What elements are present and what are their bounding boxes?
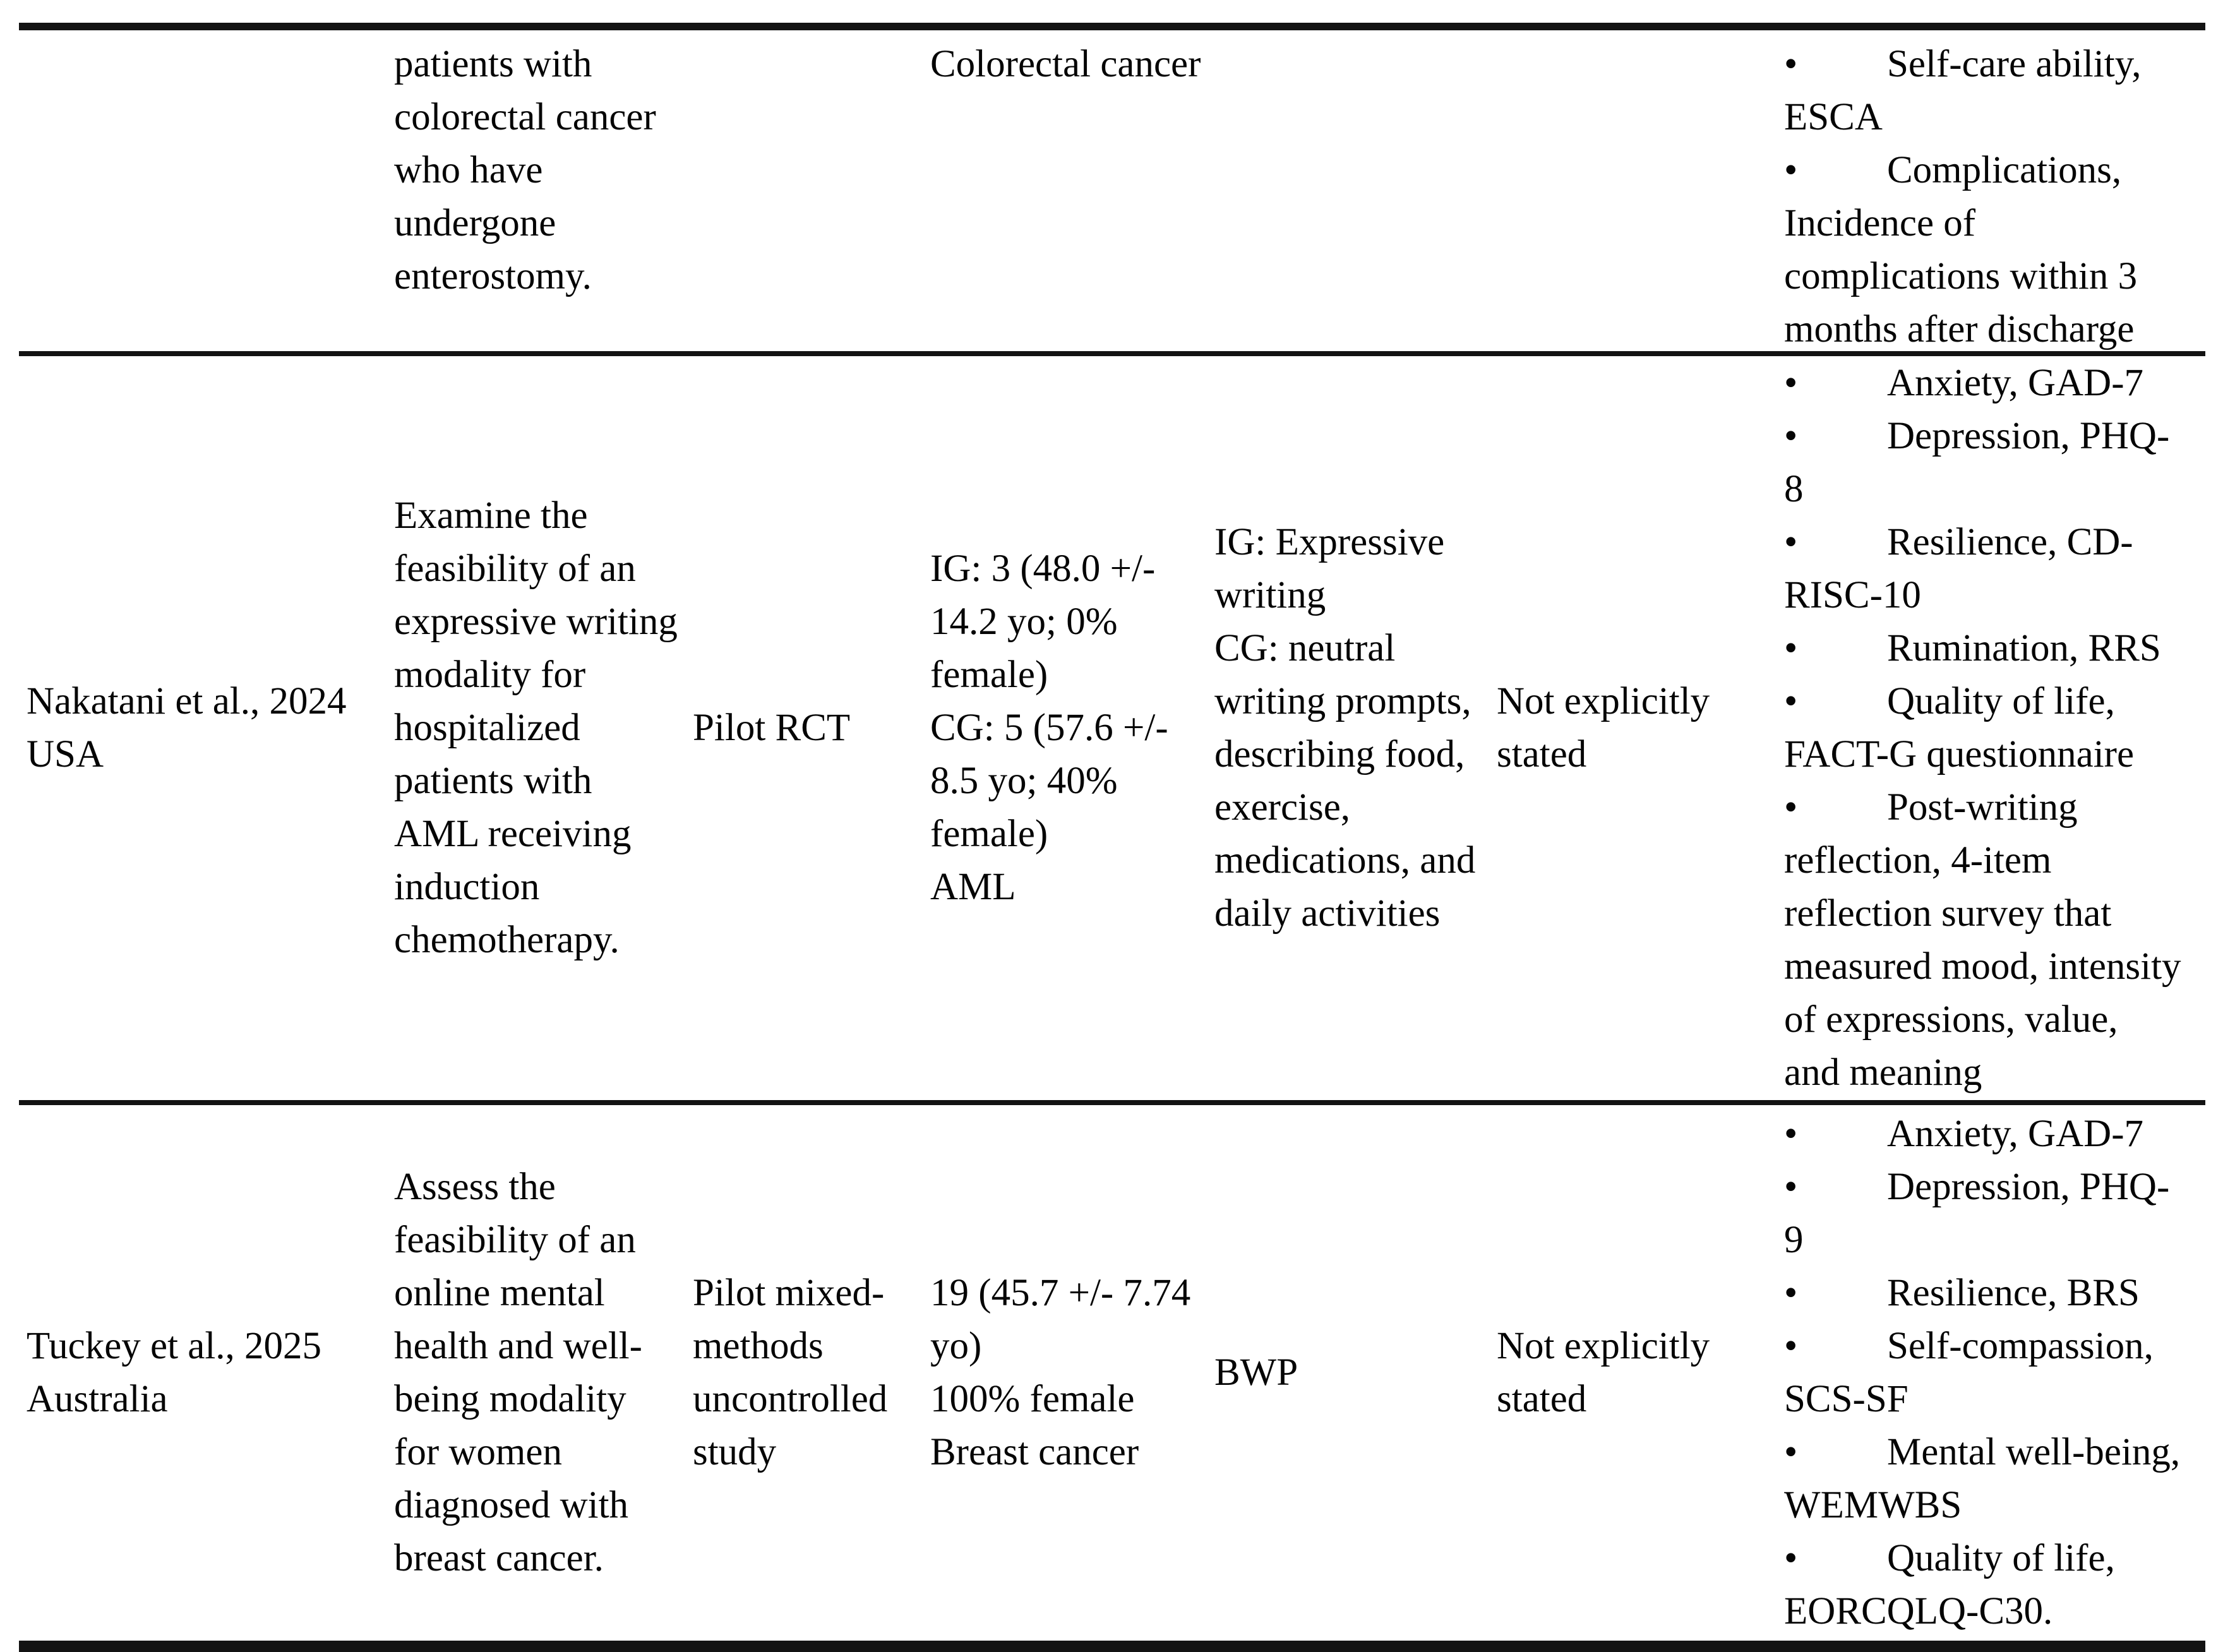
study-country: Australia (27, 1378, 168, 1420)
bullet-icon (1784, 357, 1887, 410)
outcome-item (1784, 675, 2202, 781)
cell-outcomes (1778, 30, 2205, 356)
cell-study (19, 675, 385, 781)
bullet-icon (1784, 1320, 1887, 1373)
bullet-icon (1784, 781, 1887, 834)
study-author: Nakatani et al., 2024 (27, 680, 347, 722)
intervention-cg: CG: neutral writing prompts, describing food, exercise, medications, and daily activities (1214, 627, 1476, 935)
cell-study (19, 1320, 385, 1426)
bullet-icon (1784, 622, 1887, 675)
cell-comparator (1490, 675, 1778, 781)
outcome-item (1784, 1426, 2202, 1532)
cell-participants (925, 1267, 1209, 1479)
outcome-item (1784, 1161, 2202, 1267)
outcome-item (1784, 1108, 2202, 1161)
cell-outcomes (1778, 1108, 2205, 1638)
table-row (19, 1100, 2205, 1641)
aim-text: patients with colorectal cancer who have undergone enterostomy. (394, 43, 656, 297)
cell-design (685, 30, 925, 38)
table-row (19, 30, 2205, 351)
bullet-icon (1784, 675, 1887, 728)
cell-design (685, 1267, 925, 1479)
comparator-text: Not explicitly stated (1497, 680, 1710, 775)
bullet-icon (1784, 1267, 1887, 1320)
bullet-icon (1784, 1426, 1887, 1479)
cell-intervention (1209, 516, 1490, 940)
cell-comparator (1490, 1320, 1778, 1426)
cell-aim (385, 30, 685, 303)
participants-sex: 100% female (930, 1378, 1135, 1420)
design-text: Pilot RCT (693, 707, 851, 749)
outcome-text: Depression, PHQ-8 (1784, 415, 2170, 510)
cell-participants (925, 542, 1209, 914)
cell-study (19, 30, 385, 38)
outcome-item (1784, 1267, 2202, 1320)
bullet-icon (1784, 144, 1887, 197)
participants-text: Colorectal cancer (930, 43, 1201, 85)
outcome-text: Self-compassion, SCS-SF (1784, 1325, 2154, 1420)
bullet-icon (1784, 1161, 1887, 1214)
aim-text: Examine the feasibility of an expressive writing modality for hospitalized patients with AML receiving induction chemotherapy. (394, 494, 678, 961)
outcome-item (1784, 622, 2202, 675)
outcome-item (1784, 1532, 2202, 1638)
cell-intervention (1209, 1346, 1490, 1399)
outcome-item (1784, 516, 2202, 622)
outcome-item (1784, 781, 2202, 1099)
bullet-icon (1784, 410, 1887, 463)
outcome-item (1784, 1320, 2202, 1426)
outcome-item (1784, 357, 2202, 410)
aim-text: Assess the feasibility of an online mental health and well-being modality for women diagnosed with breast cancer. (394, 1166, 642, 1579)
bullet-icon (1784, 38, 1887, 91)
outcome-text: Quality of life, FACT-G questionnaire (1784, 680, 2135, 775)
cell-design (685, 702, 925, 755)
design-text: Pilot mixed-methods uncontrolled study (693, 1272, 888, 1473)
participants-cg: CG: 5 (57.6 +/- 8.5 yo; 40% female) (930, 707, 1168, 855)
participants-size: 19 (45.7 +/- 7.74 yo) (930, 1272, 1191, 1367)
cell-outcomes (1778, 357, 2205, 1099)
studies-table (19, 23, 2205, 1652)
outcome-text: Self-care ability, ESCA (1784, 43, 2142, 138)
outcome-text: Anxiety, GAD-7 (1887, 362, 2144, 404)
outcome-text: Anxiety, GAD-7 (1887, 1113, 2144, 1155)
study-author: Tuckey et al., 2025 (27, 1325, 322, 1367)
cell-intervention (1209, 30, 1490, 38)
outcome-text: Depression, PHQ-9 (1784, 1166, 2170, 1261)
outcome-text: Post-writing reflection, 4-item reflection survey that measured mood, intensity of expressions, value, and meaning (1784, 786, 2181, 1094)
study-country: USA (27, 733, 104, 775)
bullet-icon (1784, 516, 1887, 569)
participants-diagnosis: Breast cancer (930, 1431, 1139, 1473)
bullet-icon (1784, 1532, 1887, 1585)
bullet-icon (1784, 1108, 1887, 1161)
outcome-item (1784, 38, 2202, 144)
cell-comparator (1490, 30, 1778, 38)
outcome-text: Resilience, CD-RISC-10 (1784, 521, 2133, 616)
participants-ig: IG: 3 (48.0 +/- 14.2 yo; 0% female) (930, 548, 1156, 696)
outcome-text: Complications, Incidence of complications within 3 months after discharge (1784, 149, 2138, 350)
outcome-text: Resilience, BRS (1887, 1272, 2140, 1314)
cell-participants (925, 30, 1209, 91)
outcome-text: Rumination, RRS (1887, 627, 2161, 669)
outcome-item (1784, 144, 2202, 356)
cell-aim (385, 1161, 685, 1585)
participants-diagnosis: AML (930, 866, 1016, 908)
outcome-text: Quality of life, EORCQLQ-C30. (1784, 1537, 2115, 1632)
outcome-text: Mental well-being, WEMWBS (1784, 1431, 2181, 1526)
table-row (19, 351, 2205, 1100)
intervention-text: BWP (1214, 1351, 1298, 1394)
outcome-item (1784, 410, 2202, 516)
comparator-text: Not explicitly stated (1497, 1325, 1710, 1420)
intervention-ig: IG: Expressive writing (1214, 521, 1445, 616)
cell-aim (385, 489, 685, 967)
